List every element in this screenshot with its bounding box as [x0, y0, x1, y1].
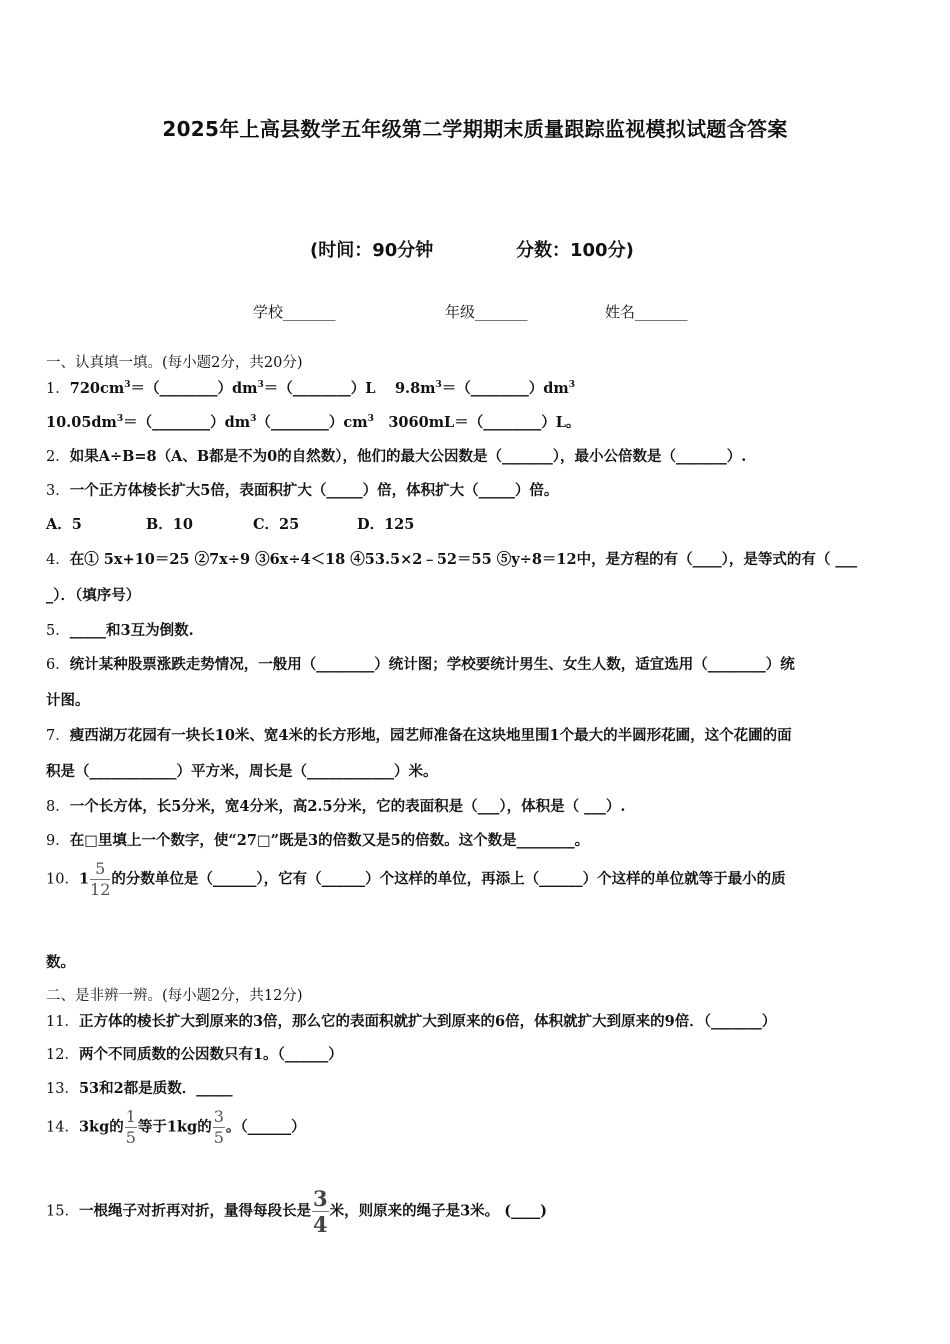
question-6: 6．统计某种股票涨跌走势情况，一般用（________）统计图；学校要统计男生、女生人数，适宜选用（________）统 — [46, 656, 795, 673]
grade-field: 年级_______ — [445, 303, 528, 321]
question-number: 11． — [46, 1014, 79, 1030]
option-c: C．25 — [253, 516, 300, 533]
exam-score: 分数：100分) — [516, 240, 634, 261]
question-number: 8． — [46, 799, 70, 815]
question-number: 13． — [46, 1081, 79, 1097]
question-6-line-2: 计图。 — [46, 692, 90, 709]
question-13: 13．53和2都是质数．_____ — [46, 1080, 233, 1097]
question-number: 6． — [46, 657, 70, 673]
page-title: 2025年上高县数学五年级第二学期期末质量跟踪监视模拟试题含答案 — [162, 117, 788, 141]
question-10-line-2: 数。 — [46, 954, 75, 971]
question-number: 12． — [46, 1047, 79, 1063]
question-7-line-2: 积是（____________）平方米，周长是（____________）米。 — [46, 763, 438, 780]
question-number: 14． — [46, 1119, 79, 1136]
question-number: 4． — [46, 552, 70, 568]
fraction: $\frac{1}{5}$ — [125, 1107, 136, 1147]
question-2: 2．如果A÷B=8（A、B都是不为0的自然数），他们的最大公因数是（_______），最小公倍数是（_______）. — [46, 448, 747, 465]
exam-time: (时间：90分钟 — [310, 240, 434, 261]
fraction: $\frac{3}{4}$ — [312, 1186, 328, 1237]
fraction: $\frac{5}{12}$ — [90, 859, 111, 899]
question-12: 12．两个不同质数的公因数只有1。（______） — [46, 1046, 343, 1063]
question-1: 1．$720cm^3=(\_\_\_\_\_\_\_\_)dm^3=(\_\_\_\_\_\_\_\_)L$ $9.8m^3=(\_\_\_\_\_\_\_\_)dm^3$ — [46, 380, 576, 397]
question-number: 7． — [46, 728, 70, 744]
question-5: 5．_____和3互为倒数. — [46, 622, 194, 639]
question-number: 2． — [46, 449, 70, 465]
question-number: 15． — [46, 1203, 79, 1220]
option-d: D．125 — [357, 516, 415, 533]
question-14: 14．3kg的 $\frac{1}{5}$ 等于1kg的 $\frac{3}{5}$ 。（______） — [46, 1107, 306, 1147]
question-8: 8．一个长方体，长5分米，宽4分米，高2.5分米，它的表面积是（___），体积是（ ___）. — [46, 798, 626, 815]
question-number: 10． — [46, 871, 79, 888]
question-4-line-2: _）．（填序号） — [46, 587, 141, 604]
section-1-heading: 一、认真填一填。(每小题2分，共20分) — [46, 355, 303, 371]
question-number: 9． — [46, 833, 70, 849]
question-15: 15．一根绳子对折再对折，量得每段长是 $\frac{3}{4}$ 米，则原来的绳子是3米。 (____) — [46, 1186, 547, 1237]
question-number: 1． — [46, 381, 70, 397]
option-b: B．10 — [146, 516, 193, 533]
fraction: $\frac{3}{5}$ — [213, 1107, 224, 1147]
question-3: 3．一个正方体棱长扩大5倍，表面积扩大（_____）倍，体积扩大（_____）倍。 — [46, 482, 559, 499]
section-2-heading: 二、是非辨一辨。(每小题2分，共12分) — [46, 988, 303, 1004]
question-number: 3． — [46, 483, 70, 499]
question-1-line-2: $10.05dm^3=(\_\_\_\_\_\_\_\_)dm^3(\_\_\_\_\_\_\_\_)cm^3$ 3060mL＝（________）L。 — [46, 414, 581, 431]
question-11: 11．正方体的棱长扩大到原来的3倍，那么它的表面积就扩大到原来的6倍，体积就扩大到原来的9倍．（_______） — [46, 1013, 777, 1030]
school-field: 学校_______ — [253, 303, 336, 321]
name-field: 姓名_______ — [605, 303, 688, 321]
question-10: 10．1 $\frac{5}{12}$ 的分数单位是（______），它有（______）个这样的单位，再添上（______）个这样的单位就等于最小的质 — [46, 859, 786, 899]
question-number: 5． — [46, 623, 70, 639]
question-9: 9．在□里填上一个数字，使“27□”既是3的倍数又是5的倍数。这个数是________。 — [46, 832, 590, 849]
question-7: 7．瘦西湖万花园有一块长10米、宽4米的长方形地，园艺师准备在这块地里围1个最大的半圆形花圃，这个花圃的面 — [46, 727, 792, 744]
question-4: 4．在① 5x+10＝25 ②7x÷9 ③6x÷4＜18 ④53.5×2﹣52＝55 ⑤y÷8＝12中，是方程的有（____），是等式的有（ ___ — [46, 551, 858, 568]
option-a: A．5 — [46, 516, 82, 533]
